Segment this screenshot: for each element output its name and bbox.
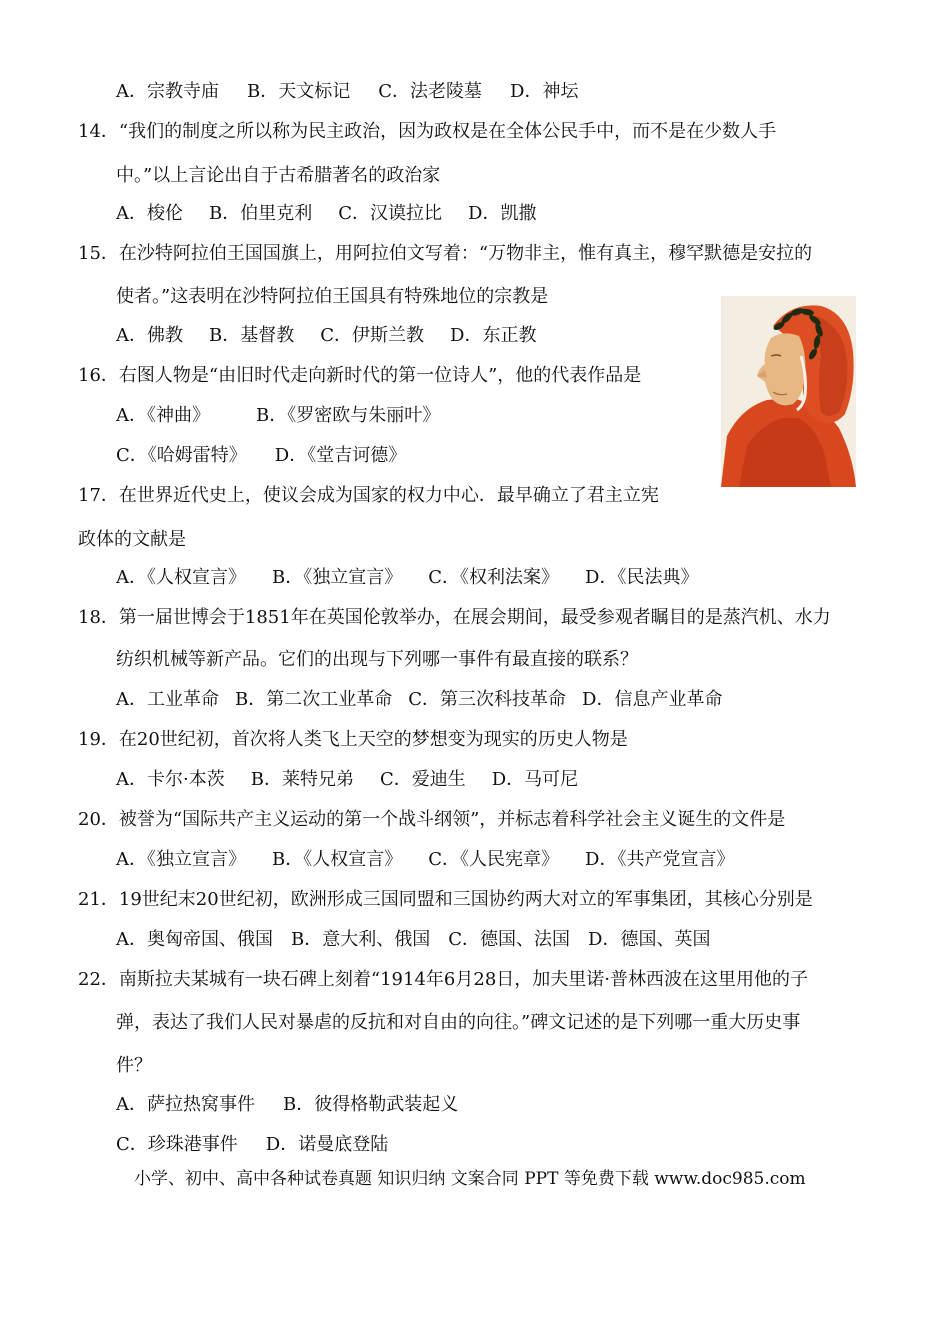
q17-option-b: B．《独立宣言》 bbox=[272, 567, 403, 588]
q20-stem-line1: 20．被誉为“国际共产主义运动的第一个战斗纲领”，并标志着科学社会主义诞生的文件是 bbox=[78, 809, 786, 830]
q15-option-b: B．基督教 bbox=[209, 325, 295, 346]
dante-portrait-image bbox=[721, 296, 856, 487]
q16-option-b: B．《罗密欧与朱丽叶》 bbox=[256, 405, 441, 426]
q22-options-row2 bbox=[116, 1133, 388, 1157]
q14-options bbox=[116, 202, 536, 226]
q19-options bbox=[116, 768, 578, 792]
q22-option-d: D．诺曼底登陆 bbox=[265, 1134, 389, 1155]
q13-option-a: A．宗教寺庙 bbox=[116, 81, 219, 102]
q20-option-a: A．《独立宣言》 bbox=[116, 849, 246, 870]
q18-options bbox=[116, 688, 722, 712]
q17-options bbox=[116, 566, 698, 590]
q15-stem-line1: 15．在沙特阿拉伯王国国旗上，用阿拉伯文写着：“万物非主，惟有真主，穆罕默德是安拉的 bbox=[78, 243, 813, 264]
q21-stem-line1: 21．19世纪末20世纪初，欧洲形成三国同盟和三国协约两大对立的军事集团，其核心分别是 bbox=[78, 889, 813, 910]
q17-stem-line2: 政体的文献是 bbox=[78, 529, 186, 550]
q15-options bbox=[116, 324, 536, 348]
q21-option-c: C．德国、法国 bbox=[448, 929, 571, 950]
q14-option-b: B．伯里克利 bbox=[209, 203, 313, 224]
q19-option-a: A．卡尔·本茨 bbox=[116, 769, 225, 790]
q20-option-d: D．《共产党宣言》 bbox=[585, 849, 735, 870]
q22-option-a: A．萨拉热窝事件 bbox=[116, 1094, 255, 1115]
q19-option-c: C．爱迪生 bbox=[379, 769, 466, 790]
q16-stem-line1: 16．右图人物是“由旧时代走向新时代的第一位诗人”，他的代表作品是 bbox=[78, 365, 642, 386]
q22-option-b: B．彼得格勒武装起义 bbox=[283, 1094, 459, 1115]
q20-option-c: C．《人民宪章》 bbox=[428, 849, 560, 870]
q13-options bbox=[116, 80, 578, 104]
q15-option-d: D．东正教 bbox=[450, 325, 537, 346]
q16-option-a: A．《神曲》 bbox=[116, 405, 210, 426]
q13-option-d: D．神坛 bbox=[510, 81, 579, 102]
q13-option-c: C．法老陵墓 bbox=[378, 81, 483, 102]
q22-stem-line1: 22．南斯拉夫某城有一块石碑上刻着“1914年6月28日，加夫里诺·普林西波在这里用他的子 bbox=[78, 969, 808, 990]
q14-option-d: D．凯撒 bbox=[468, 203, 537, 224]
q21-options bbox=[116, 928, 710, 952]
q13-option-b: B．天文标记 bbox=[247, 81, 351, 102]
q17-option-c: C．《权利法案》 bbox=[428, 567, 560, 588]
q18-option-b: B．第二次工业革命 bbox=[235, 689, 393, 710]
q20-options bbox=[116, 848, 734, 872]
q14-option-c: C．汉谟拉比 bbox=[338, 203, 443, 224]
q22-options-row1 bbox=[116, 1093, 458, 1117]
q22-stem-line2: 弹，表达了我们人民对暴虐的反抗和对自由的向往。”碑文记述的是下列哪一重大历史事 bbox=[116, 1012, 801, 1033]
q15-option-c: C．伊斯兰教 bbox=[320, 325, 425, 346]
q16-option-c: C．《哈姆雷特》 bbox=[116, 445, 247, 466]
q17-option-d: D．《民法典》 bbox=[585, 567, 699, 588]
q21-option-a: A．奥匈帝国、俄国 bbox=[116, 929, 273, 950]
q18-stem-line2: 纺织机械等新产品。它们的出现与下列哪一事件有最直接的联系？ bbox=[116, 649, 638, 670]
q20-option-b: B．《人权宣言》 bbox=[272, 849, 403, 870]
q16-option-d: D．《堂吉诃德》 bbox=[274, 445, 407, 466]
q22-stem-line3: 件？ bbox=[116, 1055, 152, 1076]
q18-option-d: D．信息产业革命 bbox=[582, 689, 723, 710]
q14-stem-line1: 14．“我们的制度之所以称为民主政治，因为政权是在全体公民手中，而不是在少数人手 bbox=[78, 121, 777, 142]
q19-option-b: B．莱特兄弟 bbox=[250, 769, 354, 790]
q17-stem-line1: 17．在世界近代史上，使议会成为国家的权力中心．最早确立了君主立宪 bbox=[78, 485, 659, 506]
q18-option-c: C．第三次科技革命 bbox=[408, 689, 567, 710]
q21-option-d: D．德国、英国 bbox=[588, 929, 711, 950]
q19-stem-line1: 19．在20世纪初，首次将人类飞上天空的梦想变为现实的历史人物是 bbox=[78, 729, 628, 750]
q21-option-b: B．意大利、俄国 bbox=[291, 929, 431, 950]
q14-option-a: A．梭伦 bbox=[116, 203, 183, 224]
q17-option-a: A．《人权宣言》 bbox=[116, 567, 246, 588]
q16-options-row2 bbox=[116, 444, 406, 468]
q15-option-a: A．佛教 bbox=[116, 325, 183, 346]
q18-stem-line1: 18．第一届世博会于1851年在英国伦敦举办，在展会期间，最受参观者瞩目的是蒸汽机、水力 bbox=[78, 607, 831, 628]
q19-option-d: D．马可尼 bbox=[491, 769, 579, 790]
q15-stem-line2: 使者。”这表明在沙特阿拉伯王国具有特殊地位的宗教是 bbox=[116, 286, 549, 307]
q22-option-c: C．珍珠港事件 bbox=[116, 1134, 238, 1155]
q18-option-a: A．工业革命 bbox=[116, 689, 219, 710]
page-footer: 小学、初中、高中各种试卷真题 知识归纳 文案合同 PPT 等免费下载 www.doc985.com bbox=[134, 1169, 806, 1189]
q14-stem-line2: 中。”以上言论出自于古希腊著名的政治家 bbox=[116, 165, 441, 186]
q16-options-row1 bbox=[116, 404, 440, 428]
